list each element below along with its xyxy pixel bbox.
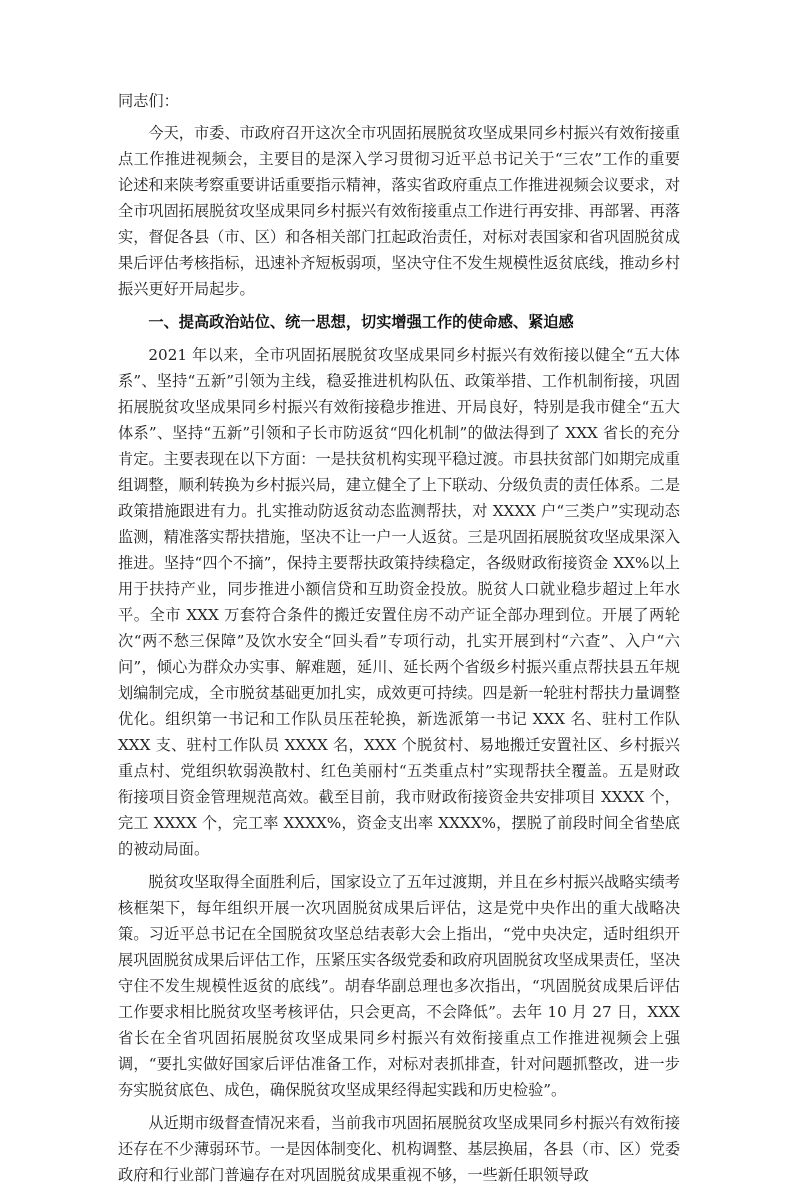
document-body xyxy=(118,88,680,1195)
paragraph-intro: 今天，市委、市政府召开这次全市巩固拓展脱贫攻坚成果同乡村振兴有效衔接重点工作推进视频会，主要目的是深入学习贯彻习近平总书记关于“三农”工作的重要论述和来陕考察重要讲话重要指示精神，落实省政府重点工作推进视频会议要求，对全市巩固拓展脱贫攻坚成果同乡村振兴有效衔接重点工作进行再安排、再部署、再落实，督促各县（市、区）和各相关部门扛起政治责任，对标对表国家和省巩固脱贫成果后评估考核指标，迅速补齐短板弱项，坚决守住不发生规模性返贫底线，推动乡村振兴更好开局起步。 xyxy=(118,124,680,298)
section-heading: 一、提高政治站位、统一思想，切实增强工作的使命感、紧迫感 xyxy=(148,313,574,331)
paragraph-achievements: 2021 年以来，全市巩固拓展脱贫攻坚成果同乡村振兴有效衔接以健全“五大体系”、坚持“五新”引领为主线，稳妥推进机构队伍、政策举措、工作机制衔接，巩固拓展脱贫攻坚成果同乡村振兴有效衔接稳步推进、开局良好，特别是我市健全“五大体系”、坚持“五新”引领和子长市防返贫“四化机制”的做法得到了 XXX 省长的充分肯定。主要表现在以下方面：一是扶贫机构实现平稳过渡。市县扶贫部门如期完成重组调整，顺利转换为乡村振兴局，建立健全了上下联动、分级负责的责任体系。二是政策措施跟进有力。扎实推动防返贫动态监测帮扶，对 XXXX 户“三类户”实现动态监测，精准落实帮扶措施，坚决不让一户一人返贫。三是巩固拓展脱贫攻坚成果深入推进。坚持“四个不摘”，保持主要帮扶政策持续稳定，各级财政衔接资金 XX%以上用于扶持产业，同步推进小额信贷和互助资金投放。脱贫人口就业稳步超过上年水平。全市 XXX 万套符合条件的搬迁安置住房不动产证全部办理到位。开展了两轮次“两不愁三保障”及饮水安全“回头看”专项行动，扎实开展到村“六查”、入户“六问”，倾心为群众办实事、解难题，延川、延长两个省级乡村振兴重点帮扶县五年规划编制完成，全市脱贫基础更加扎实，成效更可持续。四是新一轮驻村帮扶力量调整优化。组织第一书记和工作队员压茬轮换，新选派第一书记 XXX 名、驻村工作队 XXX 支、驻村工作队员 XXXX 名，XXX 个脱贫村、易地搬迁安置社区、乡村振兴重点村、党组织软弱涣散村、红色美丽村“五类重点村”实现帮扶全覆盖。五是财政衔接项目资金管理规范高效。截至目前，我市财政衔接资金共安排项目 XXXX 个，完工 XXXX 个，完工率 XXXX%，资金支出率 XXXX%，摆脱了前段时间全省垫底的被动局面。 xyxy=(118,346,680,858)
salutation: 同志们： xyxy=(118,92,179,110)
paragraph-problems: 从近期市级督查情况来看，当前我市巩固拓展脱贫攻坚成果同乡村振兴有效衔接还存在不少薄弱环节。一是因体制变化、机构调整、基层换届，各县（市、区）党委政府和行业部门普遍存在对巩固脱贫成果重视不够，一些新任职领导政 xyxy=(118,1114,680,1184)
paragraph-policy: 脱贫攻坚取得全面胜利后，国家设立了五年过渡期，并且在乡村振兴战略实绩考核框架下，每年组织开展一次巩固脱贫成果后评估，这是党中央作出的重大战略决策。习近平总书记在全国脱贫攻坚总结表彰大会上指出，“党中央决定，适时组织开展巩固脱贫成果后评估工作，压紧压实各级党委和政府巩固脱贫攻坚成果责任，坚决守住不发生规模性返贫的底线”。胡春华副总理也多次指出，“巩固脱贫成果后评估工作要求相比脱贫攻坚考核评估，只会更高，不会降低”。去年 10 月 27 日，XXX 省长在全省巩固拓展脱贫攻坚成果同乡村振兴有效衔接重点工作推进视频会上强调，“要扎实做好国家后评估准备工作，对标对表抓排查，针对问题抓整改，进一步夯实脱贫底色、成色，确保脱贫攻坚成果经得起实践和历史检验”。 xyxy=(118,873,680,1099)
